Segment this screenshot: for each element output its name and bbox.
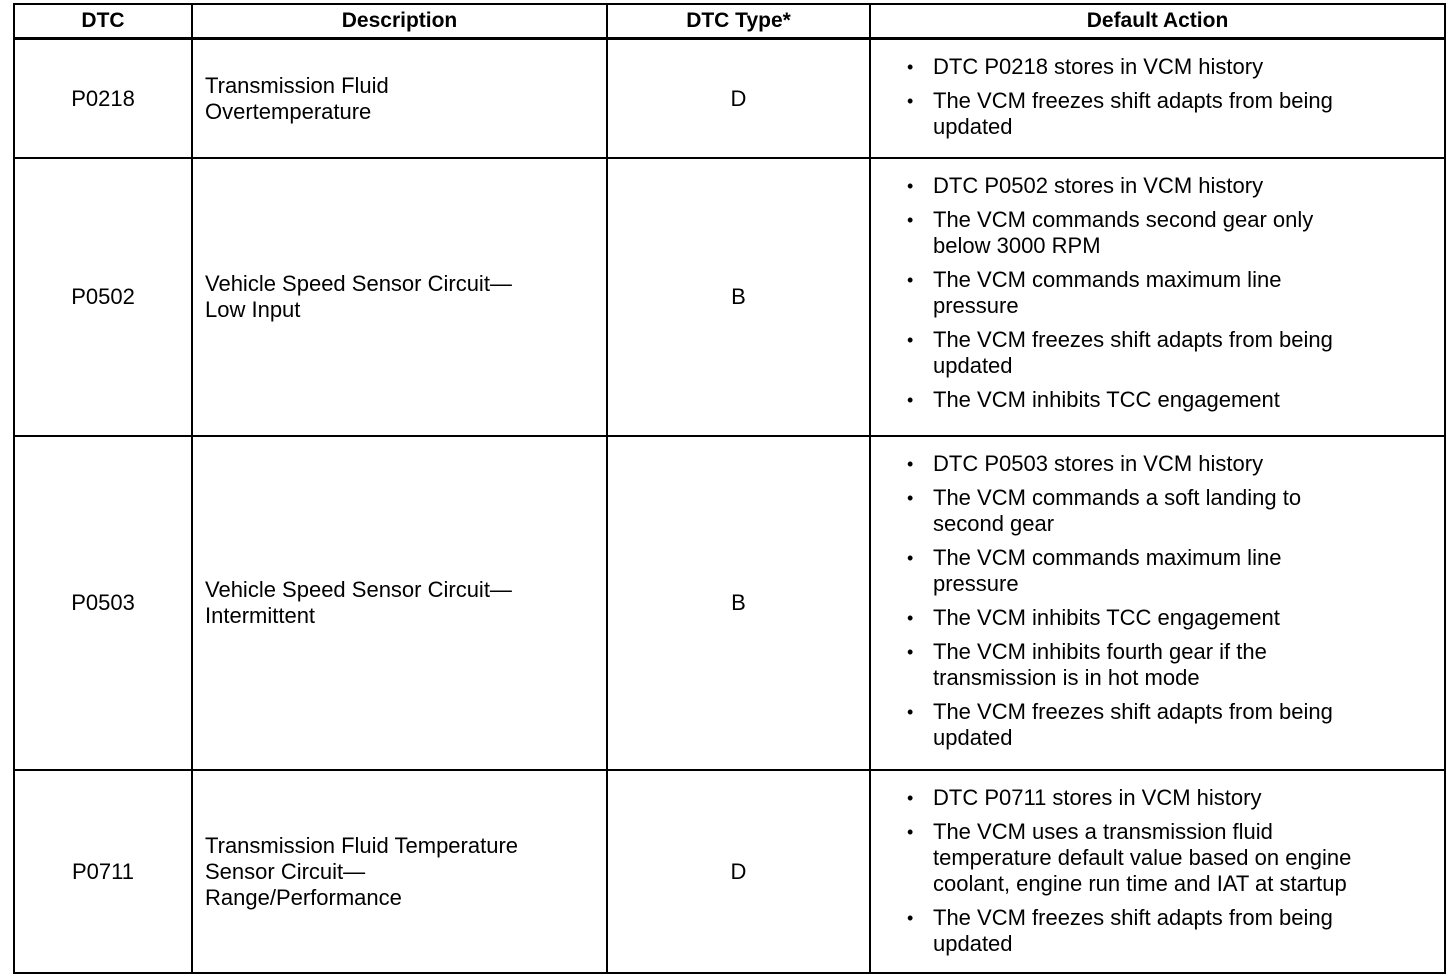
- action-item: [907, 267, 1436, 319]
- action-line: updated: [933, 725, 1013, 750]
- dtc-description: [192, 158, 607, 436]
- action-item: [907, 905, 1436, 957]
- action-list: [907, 54, 1436, 140]
- header-default-action: Default Action: [870, 4, 1445, 39]
- default-action: [870, 39, 1445, 159]
- dtc-type: B: [607, 158, 870, 436]
- action-item: [907, 485, 1436, 537]
- action-line: pressure: [933, 571, 1019, 596]
- dtc-code: P0503: [14, 436, 192, 770]
- default-action: [870, 158, 1445, 436]
- action-line: second gear: [933, 511, 1055, 536]
- action-item: [907, 545, 1436, 597]
- action-line: coolant, engine run time and IAT at startup: [933, 871, 1347, 896]
- action-list: [907, 785, 1436, 957]
- dtc-type: B: [607, 436, 870, 770]
- default-action: [870, 770, 1445, 973]
- action-item: [907, 88, 1436, 140]
- action-line: • The VCM commands a soft landing to: [933, 485, 1302, 510]
- description-line: Vehicle Speed Sensor Circuit—: [205, 577, 512, 602]
- dtc-code: P0502: [14, 158, 192, 436]
- action-item: [907, 785, 1436, 811]
- action-line: • The VCM inhibits TCC engagement: [933, 387, 1280, 412]
- table-row: [14, 39, 1445, 159]
- table-row: [14, 436, 1445, 770]
- action-item: [907, 207, 1436, 259]
- table-header-row: [14, 4, 1445, 39]
- dtc-type: D: [607, 39, 870, 159]
- header-dtc-type: DTC Type*: [607, 4, 870, 39]
- description-line: Vehicle Speed Sensor Circuit—: [205, 271, 512, 296]
- action-item: [907, 451, 1436, 477]
- action-item: [907, 699, 1436, 751]
- dtc-type: D: [607, 770, 870, 973]
- action-line: below 3000 RPM: [933, 233, 1101, 258]
- action-item: [907, 327, 1436, 379]
- action-line: • The VCM freezes shift adapts from being: [933, 327, 1333, 352]
- description-line: Overtemperature: [205, 98, 372, 124]
- action-list: [907, 451, 1436, 751]
- dtc-description: [192, 436, 607, 770]
- action-line: • The VCM freezes shift adapts from being: [933, 88, 1333, 113]
- dtc-description: [192, 770, 607, 973]
- dtc-description: [192, 39, 607, 159]
- action-item: [907, 819, 1436, 897]
- action-line: • The VCM commands maximum line: [933, 267, 1282, 292]
- action-list: [907, 173, 1436, 413]
- action-line: transmission is in hot mode: [933, 665, 1200, 690]
- description-line: Sensor Circuit—: [205, 858, 366, 884]
- description-line: Transmission Fluid: [205, 72, 389, 98]
- action-line: updated: [933, 353, 1013, 378]
- action-item: [907, 605, 1436, 631]
- description-line: Range/Performance: [205, 884, 402, 910]
- action-line: • The VCM inhibits TCC engagement: [933, 605, 1280, 630]
- dtc-table-document: [13, 3, 1444, 956]
- description-line: Intermittent: [205, 603, 316, 628]
- default-action: [870, 436, 1445, 770]
- action-line: • The VCM freezes shift adapts from being: [933, 699, 1333, 724]
- dtc-code: P0218: [14, 39, 192, 159]
- action-item: [907, 387, 1436, 413]
- action-line: • DTC P0502 stores in VCM history: [933, 173, 1264, 198]
- action-line: • DTC P0503 stores in VCM history: [933, 451, 1264, 476]
- action-line: • DTC P0711 stores in VCM history: [933, 785, 1262, 810]
- description-line: Low Input: [205, 297, 301, 322]
- action-line: pressure: [933, 293, 1019, 318]
- table-row: [14, 770, 1445, 973]
- description-line: Transmission Fluid Temperature: [205, 832, 519, 858]
- action-line: updated: [933, 114, 1013, 139]
- action-line: • DTC P0218 stores in VCM history: [933, 54, 1264, 79]
- action-line: • The VCM uses a transmission fluid: [933, 819, 1273, 844]
- dtc-code: P0711: [14, 770, 192, 973]
- header-description: Description: [192, 4, 607, 39]
- action-line: temperature default value based on engine: [933, 845, 1352, 870]
- header-dtc: DTC: [14, 4, 192, 39]
- action-line: • The VCM commands maximum line: [933, 545, 1282, 570]
- action-item: [907, 173, 1436, 199]
- action-item: [907, 54, 1436, 80]
- action-item: [907, 639, 1436, 691]
- action-line: • The VCM inhibits fourth gear if the: [933, 639, 1267, 664]
- action-line: • The VCM freezes shift adapts from being: [933, 905, 1333, 930]
- dtc-table: [13, 3, 1446, 974]
- table-row: [14, 158, 1445, 436]
- action-line: • The VCM commands second gear only: [933, 207, 1314, 232]
- action-line: updated: [933, 931, 1013, 956]
